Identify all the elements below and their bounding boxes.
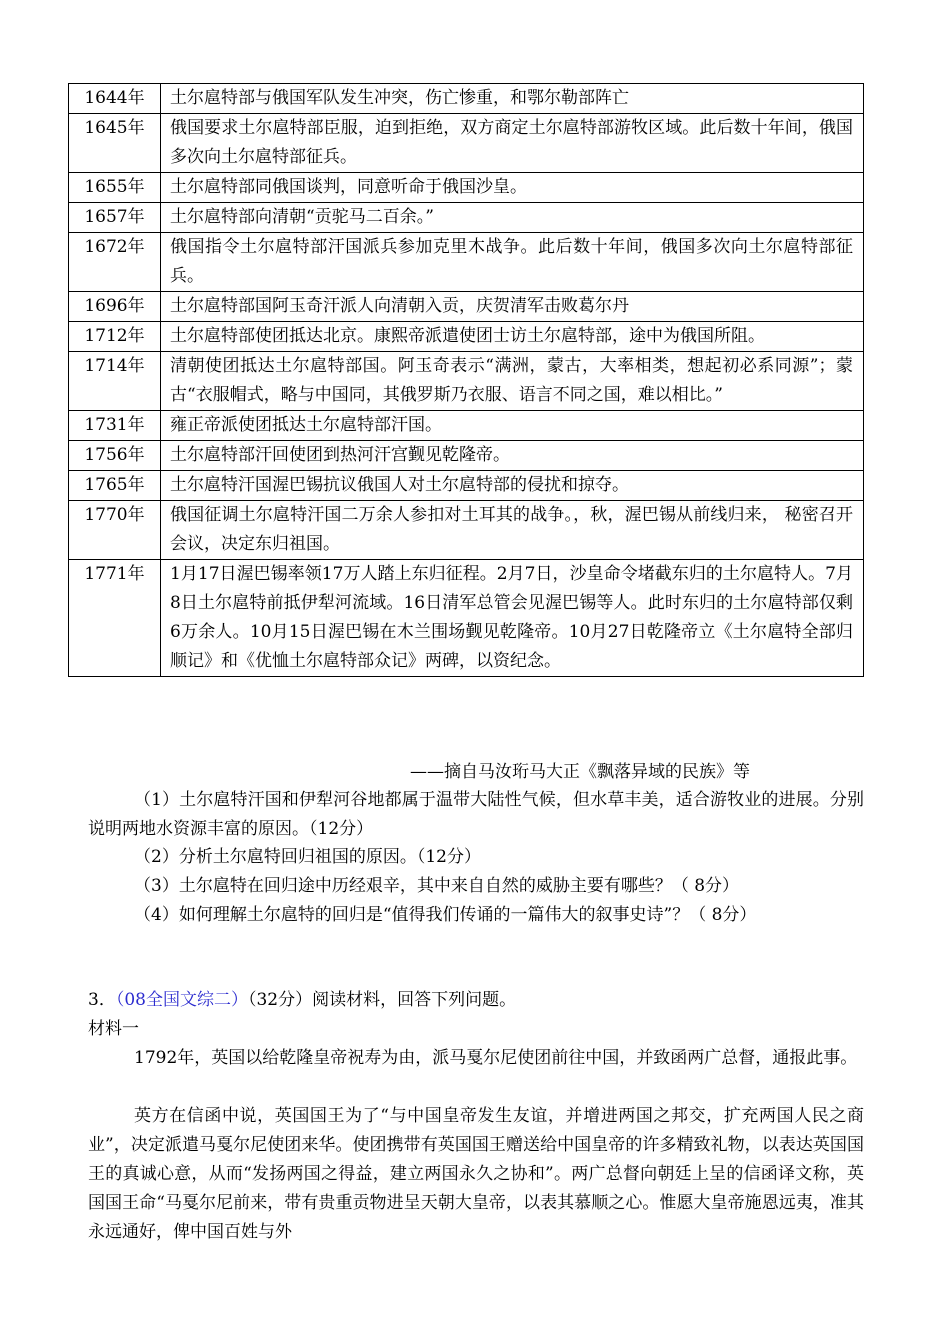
- timeline-row: [69, 352, 864, 411]
- timeline-row: [69, 114, 864, 173]
- material-paragraph-2: 英方在信函中说，英国国王为了“与中国皇帝发生友谊，并增进两国之邦交，扩充两国人民之商业”，决定派遣马戛尔尼使团来华。使团携带有英国国王赠送给中国皇帝的许多精致礼物，以表达英国国王的真诚心意，从而“发扬两国之得益，建立两国永久之协和”。两广总督向朝廷上呈的信函译文称，英国国王命“马戛尔尼前来，带有贵重贡物进呈天朝大皇帝，以表其慕顺之心。惟愿大皇帝施恩远夷，准其永远通好，俾中国百姓与外: [88, 1106, 864, 1242]
- timeline-table: [68, 83, 864, 677]
- timeline-row: [69, 560, 864, 677]
- timeline-row: [69, 501, 864, 560]
- timeline-year: 1672年: [69, 233, 161, 292]
- timeline-event: 1月17日渥巴锡率领17万人踏上东归征程。2月7日，沙皇命令堵截东归的土尔扈特人。7月8日土尔扈特前抵伊犁河流域。16日清军总管会见渥巴锡等人。此时东归的土尔扈特部仅剩6万余人。10月15日渥巴锡在木兰围场觐见乾隆帝。10月27日乾隆帝立《土尔扈特全部归顺记》和《优恤土尔扈特部众记》两碑，以资纪念。: [161, 560, 864, 677]
- timeline-event: 土尔扈特部国阿玉奇汗派人向清朝入贡，庆贺清军击败葛尔丹: [161, 292, 864, 322]
- timeline-year: 1765年: [69, 471, 161, 501]
- timeline-year: 1657年: [69, 203, 161, 233]
- timeline-year: 1771年: [69, 560, 161, 677]
- timeline-row: [69, 441, 864, 471]
- timeline-event: 土尔扈特部与俄国军队发生冲突，伤亡惨重，和鄂尔勒部阵亡: [161, 84, 864, 114]
- timeline-row: [69, 322, 864, 352]
- exam-reference: （08全国文综二）: [115, 990, 248, 1010]
- source-citation: ——摘自马汝珩马大正《飘落异域的民族》等: [410, 762, 750, 782]
- timeline-row: [69, 292, 864, 322]
- timeline-year: 1645年: [69, 114, 161, 173]
- timeline-event: 俄国征调土尔扈特汗国二万余人参扣对土耳其的战争。，秋，渥巴锡从前线归来， 秘密召开会议，决定东归祖国。: [161, 501, 864, 560]
- timeline-row: [69, 471, 864, 501]
- timeline-row: [69, 233, 864, 292]
- timeline-event: 俄国指令土尔扈特部汗国派兵参加克里木战争。此后数十年间，俄国多次向土尔扈特部征兵。: [161, 233, 864, 292]
- timeline-event: 清朝使团抵达土尔扈特部国。阿玉奇表示“满洲，蒙古，大率相类，想起初必系同源”；蒙古“衣服帽式，略与中国同，其俄罗斯乃衣服、语言不同之国，难以相比。”: [161, 352, 864, 411]
- material-paragraph-1: 1792年，英国以给乾隆皇帝祝寿为由，派马戛尔尼使团前往中国，并致函两广总督，通报此事。: [134, 1048, 858, 1068]
- section-3-heading: [88, 986, 516, 1015]
- timeline-year: 1756年: [69, 441, 161, 471]
- question-4: （4）如何理解土尔扈特的回归是“值得我们传诵的一篇伟大的叙事史诗”？（ 8分）: [134, 905, 757, 925]
- question-2: （2）分析土尔扈特回归祖国的原因。（12分）: [134, 847, 481, 867]
- timeline-year: 1655年: [69, 173, 161, 203]
- timeline-row: [69, 411, 864, 441]
- timeline-row: [69, 84, 864, 114]
- timeline-year: 1770年: [69, 501, 161, 560]
- timeline-year: 1714年: [69, 352, 161, 411]
- timeline-year: 1644年: [69, 84, 161, 114]
- section-number: 3．: [88, 990, 116, 1010]
- question-3: （3）土尔扈特在回归途中历经艰辛，其中来自自然的威胁主要有哪些？（ 8分）: [134, 876, 740, 896]
- timeline-event: 土尔扈特汗国渥巴锡抗议俄国人对土尔扈特部的侵扰和掠夺。: [161, 471, 864, 501]
- question-1: （1）土尔扈特汗国和伊犁河谷地都属于温带大陆性气候，但水草丰美，适合游牧业的进展。分别说明两地水资源丰富的原因。（12分）: [88, 790, 864, 839]
- timeline-row: [69, 173, 864, 203]
- timeline-row: [69, 203, 864, 233]
- timeline-event: 俄国要求土尔扈特部臣服，迫到拒绝，双方商定土尔扈特部游牧区域。此后数十年间，俄国多次向土尔扈特部征兵。: [161, 114, 864, 173]
- timeline-year: 1712年: [69, 322, 161, 352]
- section-instruction: （32分）阅读材料，回答下列问题。: [247, 990, 517, 1010]
- timeline-year: 1731年: [69, 411, 161, 441]
- timeline-event: 土尔扈特部同俄国谈判，同意听命于俄国沙皇。: [161, 173, 864, 203]
- timeline-event: 土尔扈特部使团抵达北京。康熙帝派遣使团士访土尔扈特部，途中为俄国所阻。: [161, 322, 864, 352]
- timeline-body: [69, 84, 864, 677]
- material-title: 材料一: [88, 1019, 139, 1039]
- timeline-event: 雍正帝派使团抵达土尔扈特部汗国。: [161, 411, 864, 441]
- timeline-year: 1696年: [69, 292, 161, 322]
- timeline-event: 土尔扈特部向清朝“贡驼马二百余。”: [161, 203, 864, 233]
- timeline-event: 土尔扈特部汗回使团到热河汗宫觐见乾隆帝。: [161, 441, 864, 471]
